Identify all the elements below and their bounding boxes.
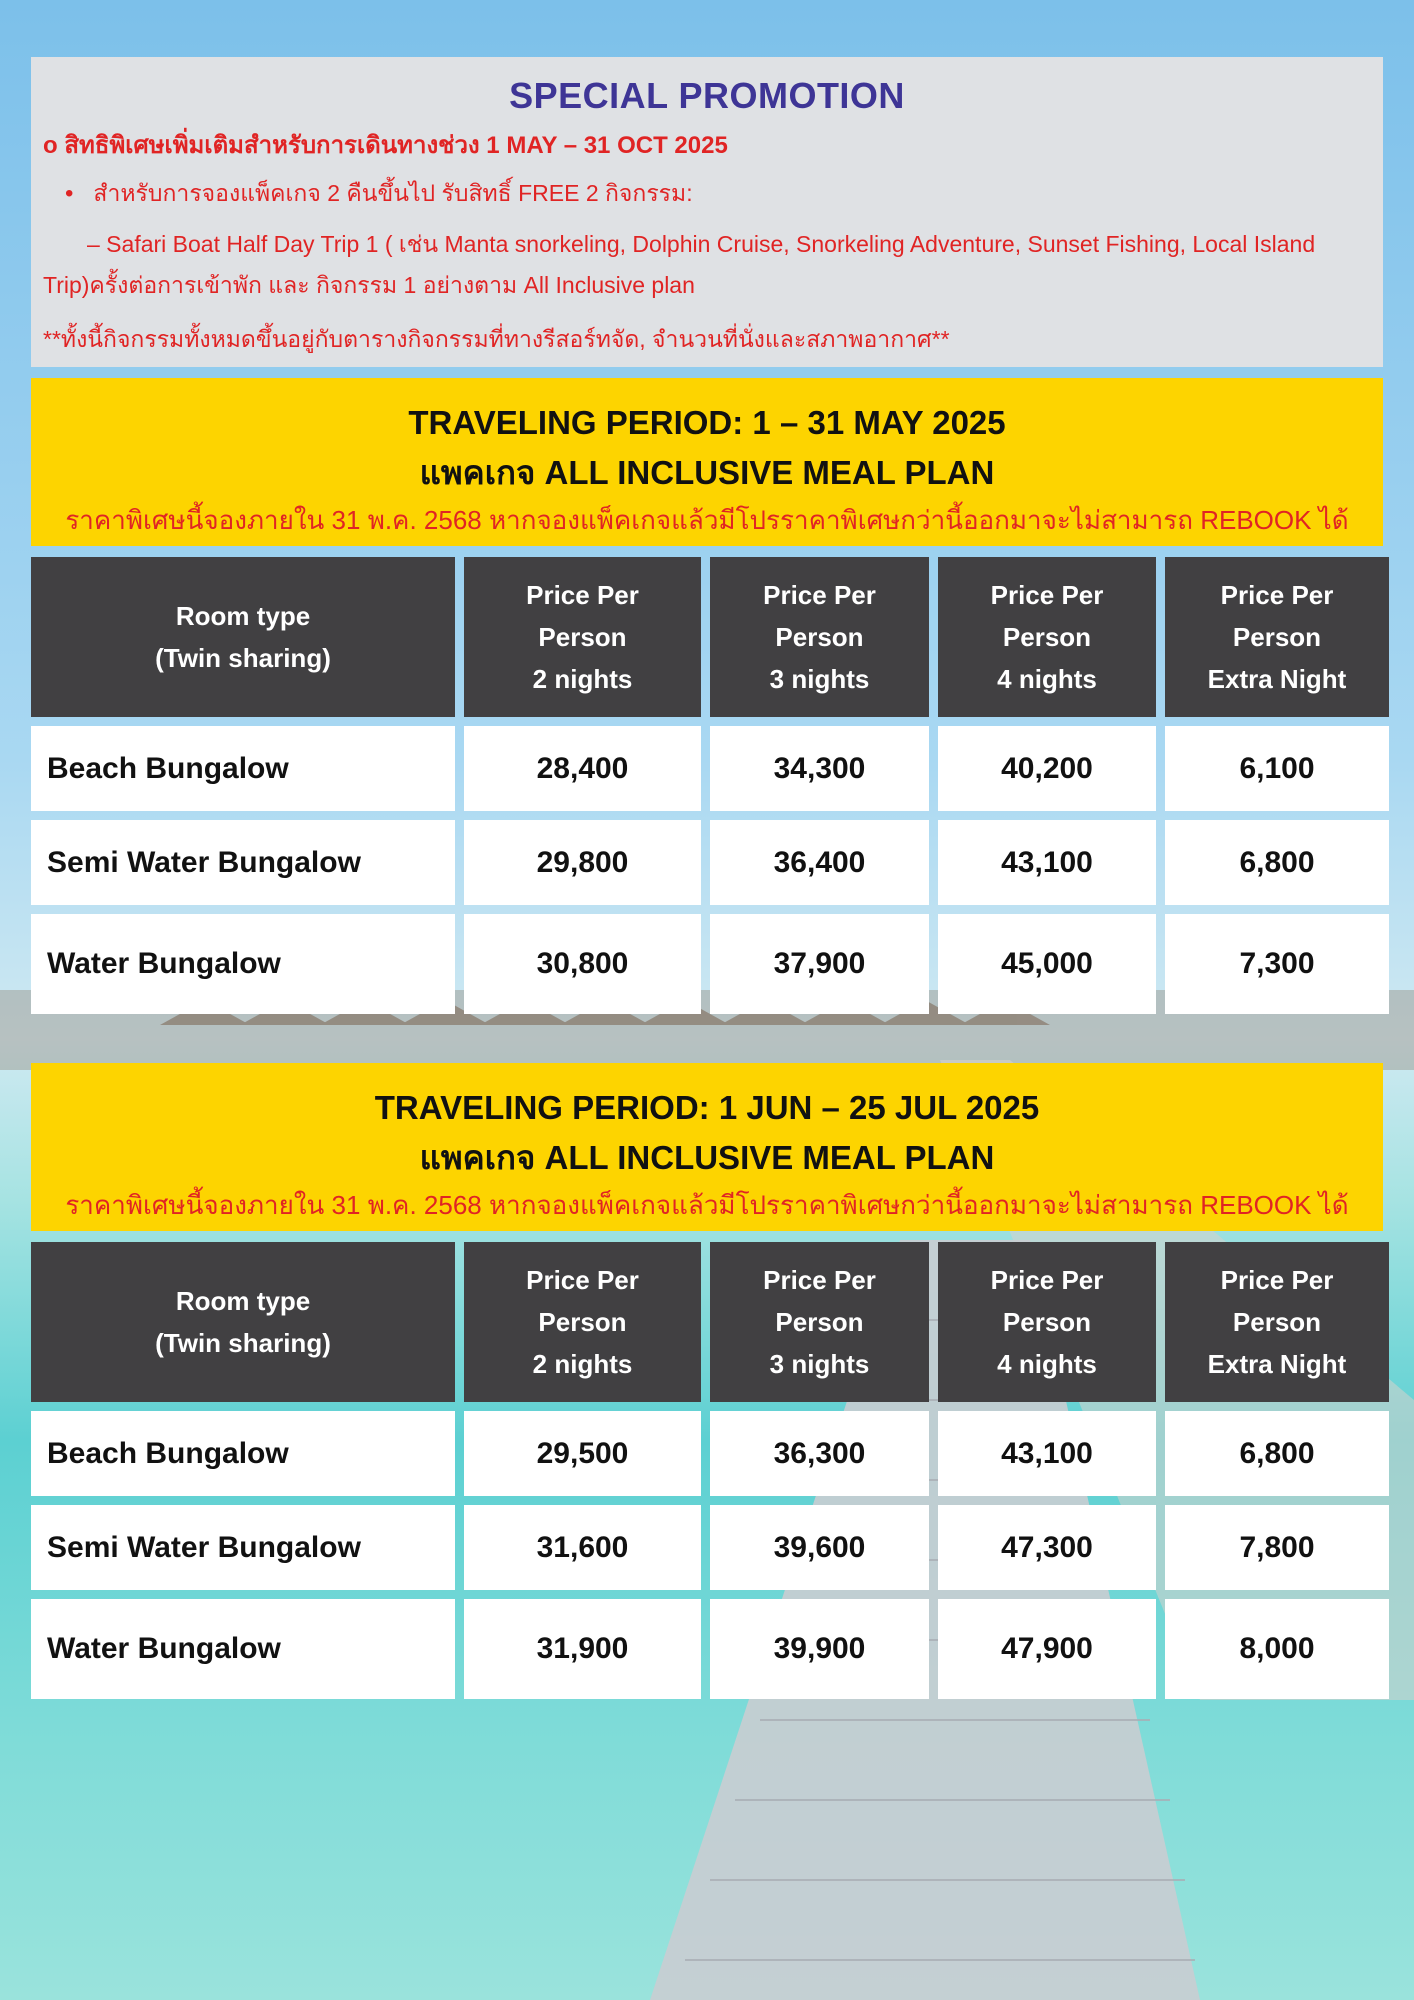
table-row — [31, 726, 1389, 811]
price-2-nights: 29,500 — [464, 1411, 701, 1496]
period-banner-jun-jul — [31, 1063, 1383, 1231]
period-banner-may — [31, 378, 1383, 546]
room-name: Water Bungalow — [31, 914, 455, 1014]
promotion-title: SPECIAL PROMOTION — [509, 75, 905, 116]
price-table-may — [22, 548, 1398, 1023]
room-name: Beach Bungalow — [31, 726, 455, 811]
price-table-jun-jul — [22, 1233, 1398, 1708]
price-extra-night: 8,000 — [1165, 1599, 1389, 1699]
promotion-period-line: o สิทธิพิเศษเพิ่มเติมสำหรับการเดินทางช่วง 1 MAY – 31 OCT 2025 — [43, 132, 728, 159]
price-4-nights: 40,200 — [938, 726, 1156, 811]
table-row — [31, 914, 1389, 1014]
price-3-nights: 39,900 — [710, 1599, 929, 1699]
table-header-row — [31, 1242, 1389, 1402]
header-extra-night: Price Per Person Extra Night — [1165, 557, 1389, 717]
meal-plan-title: แพคเกจ ALL INCLUSIVE MEAL PLAN — [419, 1139, 995, 1176]
room-name: Semi Water Bungalow — [31, 820, 455, 905]
price-4-nights: 43,100 — [938, 820, 1156, 905]
table-row — [31, 1599, 1389, 1699]
bullet-icon: • — [65, 180, 74, 207]
promotion-note: **ทั้งนี้กิจกรรมทั้งหมดขึ้นอยู่กับตารางกิจกรรมที่ทางรีสอร์ทจัด, จำนวนที่นั่งและสภาพอากาศ** — [43, 326, 950, 352]
header-4-nights: Price Per Person 4 nights — [938, 1242, 1156, 1402]
price-2-nights: 28,400 — [464, 726, 701, 811]
room-name: Beach Bungalow — [31, 1411, 455, 1496]
header-4-nights: Price Per Person 4 nights — [938, 557, 1156, 717]
period-title: TRAVELING PERIOD: 1 JUN – 25 JUL 2025 — [374, 1089, 1040, 1126]
room-name: Semi Water Bungalow — [31, 1505, 455, 1590]
price-extra-night: 6,800 — [1165, 1411, 1389, 1496]
booking-condition: ราคาพิเศษนี้จองภายใน 31 พ.ค. 2568 หากจองแพ็คเกจแล้วมีโปรราคาพิเศษกว่านี้ออกมาจะไม่สามารถ REBOOK ได้ — [65, 505, 1349, 535]
price-2-nights: 29,800 — [464, 820, 701, 905]
price-extra-night: 6,100 — [1165, 726, 1389, 811]
table-row — [31, 1411, 1389, 1496]
promotion-benefit-text: สำหรับการจองแพ็คเกจ 2 คืนขึ้นไป รับสิทธิ์ FREE 2 กิจกรรม: — [93, 180, 693, 206]
price-3-nights: 36,300 — [710, 1411, 929, 1496]
price-2-nights: 30,800 — [464, 914, 701, 1014]
booking-condition: ราคาพิเศษนี้จองภายใน 31 พ.ค. 2568 หากจองแพ็คเกจแล้วมีโปรราคาพิเศษกว่านี้ออกมาจะไม่สามารถ REBOOK ได้ — [65, 1190, 1349, 1220]
price-2-nights: 31,600 — [464, 1505, 701, 1590]
header-room-type: Room type (Twin sharing) — [31, 1242, 455, 1402]
price-4-nights: 47,300 — [938, 1505, 1156, 1590]
price-3-nights: 39,600 — [710, 1505, 929, 1590]
price-4-nights: 43,100 — [938, 1411, 1156, 1496]
price-4-nights: 45,000 — [938, 914, 1156, 1014]
table-header-row — [31, 557, 1389, 717]
price-extra-night: 7,300 — [1165, 914, 1389, 1014]
header-2-nights: Price Per Person 2 nights — [464, 557, 701, 717]
meal-plan-title: แพคเกจ ALL INCLUSIVE MEAL PLAN — [419, 454, 995, 491]
table-row — [31, 820, 1389, 905]
price-3-nights: 34,300 — [710, 726, 929, 811]
header-2-nights: Price Per Person 2 nights — [464, 1242, 701, 1402]
header-3-nights: Price Per Person 3 nights — [710, 1242, 929, 1402]
header-3-nights: Price Per Person 3 nights — [710, 557, 929, 717]
price-2-nights: 31,900 — [464, 1599, 701, 1699]
room-name: Water Bungalow — [31, 1599, 455, 1699]
price-3-nights: 37,900 — [710, 914, 929, 1014]
promo-sheet — [31, 57, 1383, 1708]
price-extra-night: 6,800 — [1165, 820, 1389, 905]
special-promotion-box — [31, 57, 1383, 367]
header-room-type: Room type (Twin sharing) — [31, 557, 455, 717]
promotion-activity-line: – Safari Boat Half Day Trip 1 ( เช่น Manta snorkeling, Dolphin Cruise, Snorkeling Adventure, Sunset Fishing, Local Island Trip)ครั้งต่อการเข้าพัก และ กิจกรรม 1 อย่างตาม All Inclusive plan — [43, 231, 1316, 298]
header-extra-night: Price Per Person Extra Night — [1165, 1242, 1389, 1402]
period-title: TRAVELING PERIOD: 1 – 31 MAY 2025 — [408, 404, 1006, 441]
price-4-nights: 47,900 — [938, 1599, 1156, 1699]
price-3-nights: 36,400 — [710, 820, 929, 905]
promotion-benefit — [65, 176, 1371, 212]
price-extra-night: 7,800 — [1165, 1505, 1389, 1590]
table-row — [31, 1505, 1389, 1590]
